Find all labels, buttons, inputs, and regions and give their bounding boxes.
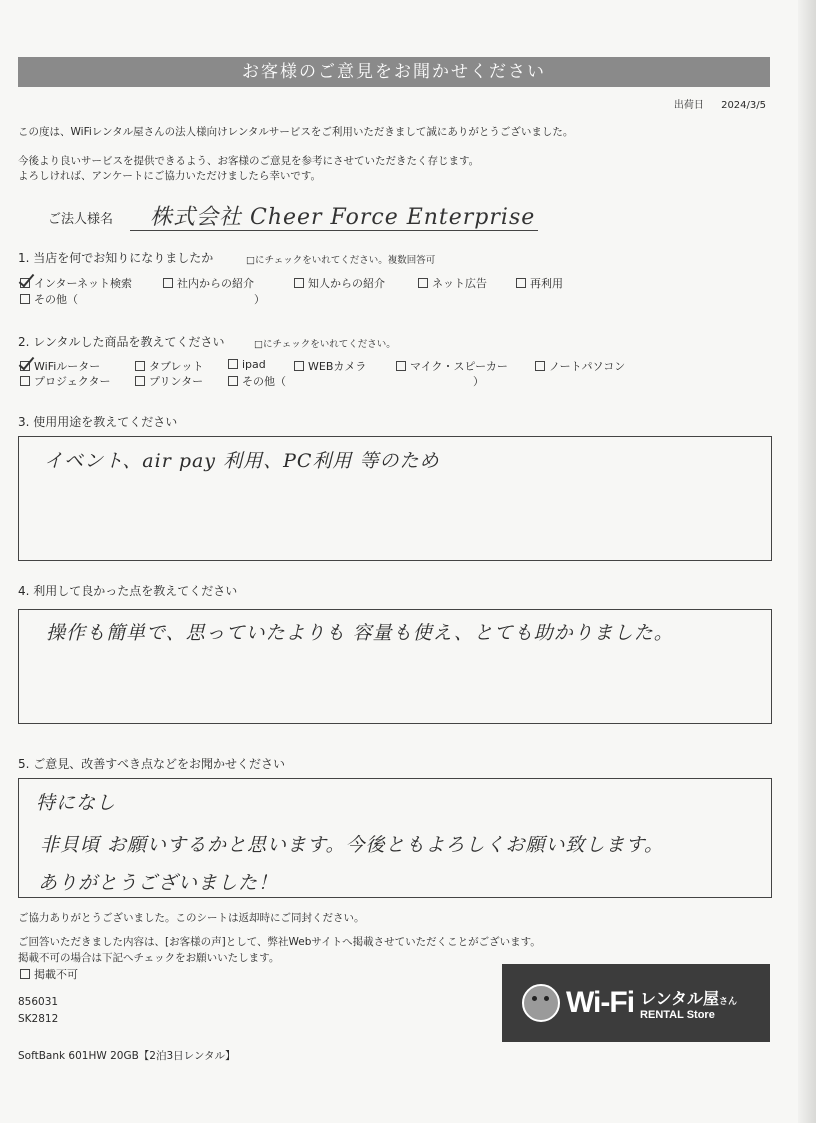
ship-date-value: 2024/3/5 [721, 100, 766, 111]
optout-checkbox[interactable]: 掲載不可 [20, 966, 78, 982]
q2-note: □にチェックをいれてください。 [254, 339, 396, 350]
checkbox[interactable] [20, 361, 30, 371]
product-info: SoftBank 601HW 20GB【2泊3日レンタル】 [18, 1050, 236, 1062]
q2-option-tablet[interactable]: タブレット [135, 358, 203, 374]
q2-option-mic-speaker[interactable]: マイク・スピーカー [396, 358, 508, 374]
logo-san-text: さん [719, 996, 738, 1007]
q1-option-acquaintance[interactable]: 知人からの紹介 [294, 275, 385, 291]
page-title: お客様のご意見をお聞かせください [18, 57, 770, 87]
checkbox[interactable] [20, 969, 30, 979]
checkbox[interactable] [163, 278, 173, 288]
code-1: 856031 [18, 996, 59, 1008]
footer-optout: 掲載不可の場合は下記へチェックをお願いいたします。 [18, 952, 280, 964]
q4-title: 4. 利用して良かった点を教えてください [18, 584, 238, 598]
code-2: SK2812 [18, 1013, 59, 1025]
brand-logo [502, 964, 770, 1042]
q2-option-other[interactable]: その他（ ） [228, 373, 484, 389]
corp-name-value: 株式会社 Cheer Force Enterprise [150, 205, 536, 230]
q1-option-internet[interactable]: インターネット検索 [20, 275, 132, 291]
corp-name-label: ご法人様名 [48, 212, 114, 227]
q3-answer: イベント、air pay 利用、PC利用 等のため [44, 450, 440, 472]
q1-option-other[interactable]: その他（ ） [20, 291, 265, 307]
checkbox[interactable] [418, 278, 428, 288]
checkbox[interactable] [516, 278, 526, 288]
footer-thanks: ご協力ありがとうございました。このシートは返却時にご同封ください。 [18, 912, 365, 924]
q2-option-wifi[interactable]: WiFiルーター [20, 358, 100, 374]
checkbox[interactable] [396, 361, 406, 371]
q2-title: 2. レンタルした商品を教えてください [18, 335, 225, 349]
logo-jp-text: レンタル屋 [640, 988, 720, 1008]
q1-option-internal[interactable]: 社内からの紹介 [163, 275, 254, 291]
q5-answer-line-3: ありがとうございました！ [38, 872, 279, 894]
q5-answer-line-1: 特になし [36, 792, 117, 814]
checkbox[interactable] [20, 278, 30, 288]
q1-option-ad[interactable]: ネット広告 [418, 275, 487, 291]
checkbox[interactable] [135, 361, 145, 371]
checkbox[interactable] [535, 361, 545, 371]
checkbox[interactable] [228, 376, 238, 386]
q2-option-projector[interactable]: プロジェクター [20, 373, 111, 389]
q4-answer: 操作も簡単で、思っていたよりも 容量も使え、とても助かりました。 [46, 622, 674, 644]
checkbox[interactable] [135, 376, 145, 386]
ship-date [674, 96, 766, 111]
q2-option-webcam[interactable]: WEBカメラ [294, 358, 366, 374]
page-edge [798, 0, 816, 1123]
ship-date-label: 出荷日 [673, 100, 704, 111]
checkbox[interactable] [294, 278, 304, 288]
q2-option-ipad[interactable]: ipad [228, 358, 266, 371]
intro-line-2: 今後より良いサービスを提供できるよう、お客様のご意見を参考にさせていただきたく存じます。 [18, 155, 480, 167]
q2-option-printer[interactable]: プリンター [135, 373, 203, 389]
footer-publish: ご回答いただきました内容は、[お客様の声]として、弊社Webサイトへ掲載させていただくことがございます。 [18, 936, 541, 948]
corp-name-underline [130, 230, 538, 231]
checkbox[interactable] [20, 376, 30, 386]
logo-wifi-text: Wi-Fi [566, 986, 635, 1019]
checkbox[interactable] [228, 359, 238, 369]
q1-option-reuse[interactable]: 再利用 [516, 275, 563, 291]
q5-title: 5. ご意見、改善すべき点などをお聞かせください [18, 757, 286, 771]
q2-option-laptop[interactable]: ノートパソコン [535, 358, 625, 374]
checkbox[interactable] [294, 361, 304, 371]
mascot-icon [522, 984, 560, 1022]
intro-line-1: この度は、WiFiレンタル屋さんの法人様向けレンタルサービスをご利用いただきまして誠にありがとうございました。 [18, 126, 574, 138]
q1-title: 1. 当店を何でお知りになりましたか [18, 251, 214, 265]
q3-title: 3. 使用用途を教えてください [18, 415, 178, 429]
checkbox[interactable] [20, 294, 30, 304]
logo-en-text: RENTAL Store [640, 1008, 715, 1021]
intro-line-3: よろしければ、アンケートにご協力いただけましたら幸いです。 [18, 170, 322, 182]
q1-note: □にチェックをいれてください。複数回答可 [246, 255, 436, 266]
q5-answer-line-2: 非貝頃 お願いするかと思います。今後ともよろしくお願い致します。 [40, 834, 665, 856]
